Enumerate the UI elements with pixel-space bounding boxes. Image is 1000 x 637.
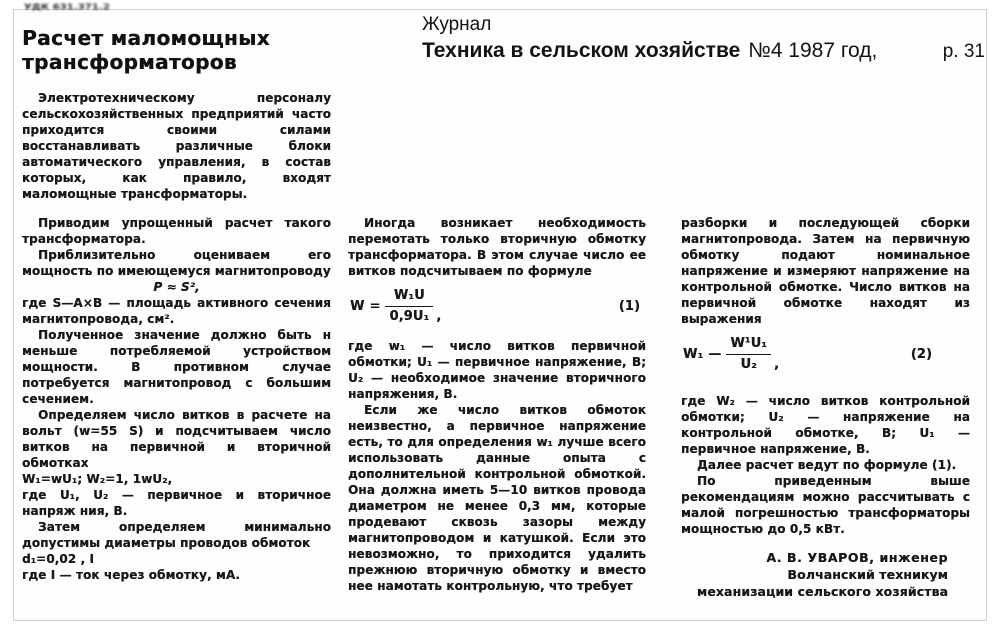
formula-2-comma: , — [774, 357, 780, 372]
col1-paragraph-4: Полученное значение должно быть н меньше потребляемой устройством мощности. В противном случае потребуется магнитопровод с большим сечением. — [22, 328, 331, 406]
author-byline: А. В. УВАРОВ, инженер — [766, 550, 948, 565]
formula-diameter: d₁=0,02 , I — [22, 552, 94, 566]
formula-1-number: (1) — [618, 298, 640, 314]
formula-2 — [683, 336, 970, 373]
col3-paragraph-4: По приведенным выше рекомендациям можно рассчитывать с малой погрешностью трансформаторы мощностью до 0,5 кВт. — [681, 474, 970, 536]
formula-1-denominator: 0,9U₁ — [389, 309, 430, 324]
col1-paragraph-8: где I — ток через обмотку, мА. — [22, 568, 240, 582]
formula-2-number: (2) — [910, 346, 932, 362]
author-org-line2: механизации сельского хозяйства — [696, 584, 948, 599]
formula-2-equals: — — [708, 346, 722, 362]
formula-1-numerator: W₁U — [385, 288, 433, 307]
column-3 — [681, 215, 970, 600]
formula-1 — [350, 288, 646, 325]
col2-paragraph-3: Если же число витков обмоток неизвестно, а первичное напряжение есть, то для определения w₁ лучше всего использовать данные опыта с дополнительной контрольной обмоткой. Она должна иметь 5—10 витков провода диаметром не менее 0,3 мм, которые продевают сквозь зазоры между магнитопроводом и катушкой. Если это невозможно, то приходится удалить прежнюю вторичную обмотку и вместо нее намотать контрольную, что требует — [348, 403, 646, 593]
article-title-line2: трансформаторов — [22, 50, 237, 74]
journal-title: Техника в сельском хозяйстве — [422, 39, 741, 62]
article-title-line1: Расчет маломощных — [22, 26, 270, 50]
col3-paragraph-1: разборки и последующей сборки магнитопровода. Затем на первичную обмотку подают номинальное напряжение и измеряют напряжение на контрольной обмотке. Число витков на первичной обмотке находят из выражения — [681, 216, 970, 326]
column-1 — [22, 215, 331, 583]
formula-1-equals: = — [369, 298, 381, 314]
intro-column — [22, 90, 331, 202]
article-title — [22, 26, 332, 74]
author-org-line1: Волчанский техникум — [787, 567, 948, 582]
column-2 — [348, 215, 646, 594]
col1-paragraph-3: где S—A×B — площадь активного сечения магнитопровода, см². — [22, 296, 331, 326]
col1-paragraph-1: Приводим упрощенный расчет такого трансформатора. — [22, 216, 331, 246]
author-signature — [681, 549, 970, 600]
col1-paragraph-6: где U₁, U₂ — первичное и вторичное напряж ния, В. — [22, 488, 331, 518]
intro-paragraph: Электротехническому персоналу сельскохозяйственных предприятий часто приходится своими силами восстанавливать различные блоки автоматического управления, в состав которых, как правило, входят маломощные трансформаторы. — [22, 91, 331, 201]
col3-paragraph-2: где W₂ — число витков контрольной обмотки; U₂ — напряжение на контрольной обмотке, В; U₁ — первичное напряжение, В. — [681, 394, 970, 456]
formula-2-fraction — [726, 336, 771, 373]
journal-label: Журнал — [422, 14, 492, 35]
udk-stamp: УДК 631.371.2 — [24, 3, 110, 12]
journal-header — [422, 14, 985, 65]
col1-paragraph-2: Приблизительно оцениваем его мощность по имеющемуся магнитопроводу — [22, 248, 331, 278]
formula-2-lhs: W₁ — [683, 346, 704, 362]
col1-paragraph-7: Затем определяем минимально допустимы диаметры проводов обмоток — [22, 520, 331, 550]
journal-page-ref: р. 31 — [942, 41, 985, 62]
col2-paragraph-2: где w₁ — число витков первичной обмотки; U₁ — первичное напряжение, В; U₂ — необходимое значение вторичного напряжения, В. — [348, 339, 646, 401]
formula-power: P ≈ S², — [153, 280, 200, 294]
col1-paragraph-5: Определяем число витков в расчете на вольт (w=55 S) и подсчитываем число витков на первичной и вторичной обмотках — [22, 408, 331, 470]
journal-reference-line — [422, 38, 985, 65]
col2-paragraph-1: Иногда возникает необходимость перемотать только вторичную обмотку трансформатора. В этом случае число ее витков подсчитываем по формуле — [348, 216, 646, 278]
col3-paragraph-3: Далее расчет ведут по формуле (1). — [697, 458, 957, 472]
formula-2-denominator: U₂ — [740, 357, 757, 372]
formula-1-lhs: W — [350, 298, 365, 314]
formula-2-numerator: W¹U₁ — [726, 336, 771, 355]
journal-issue: №4 1987 год, — [748, 39, 878, 62]
formula-1-fraction — [385, 288, 433, 325]
formula-turns: W₁=wU₁; W₂=1, 1wU₂, — [22, 472, 173, 486]
formula-1-comma: , — [436, 309, 442, 324]
